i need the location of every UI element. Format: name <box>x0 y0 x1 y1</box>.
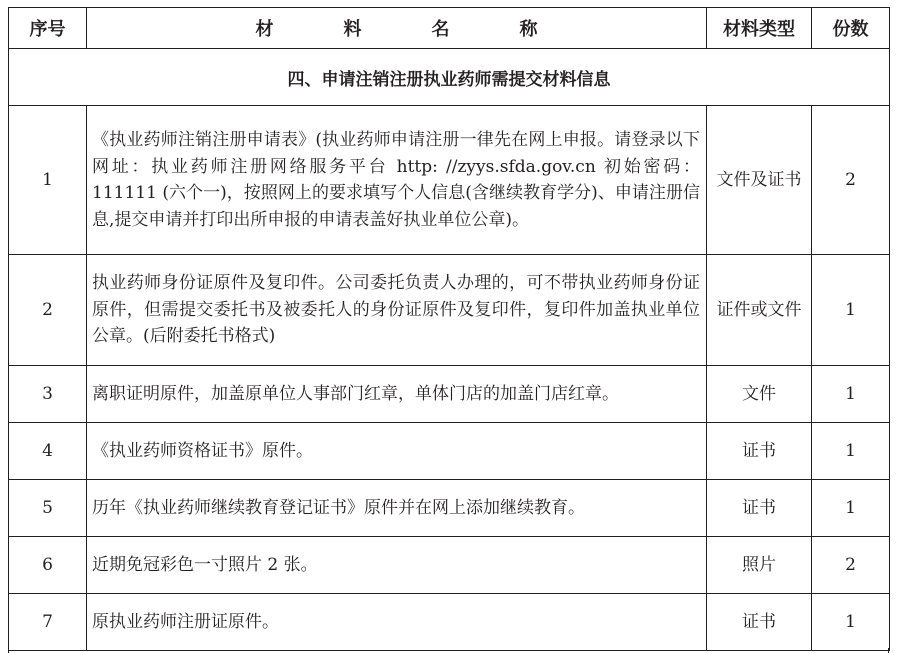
row-type: 文件 <box>707 366 812 423</box>
row-description: 离职证明原件，加盖原单位人事部门红章，单体门店的加盖门店红章。 <box>87 366 707 423</box>
row-seq: 2 <box>9 255 87 366</box>
header-material-type: 材料类型 <box>707 8 812 49</box>
row-description: 原执业药师注册证原件。 <box>87 594 707 651</box>
section-title: 四、申请注销注册执业药师需提交材料信息 <box>9 49 890 106</box>
table-row <box>9 255 890 366</box>
table-row <box>9 480 890 537</box>
header-count: 份数 <box>812 8 890 49</box>
table-row <box>9 537 890 594</box>
row-seq: 1 <box>9 106 87 255</box>
row-type: 文件及证书 <box>707 106 812 255</box>
row-seq: 3 <box>9 366 87 423</box>
table-row <box>9 594 890 651</box>
row-description: 近期免冠彩色一寸照片 2 张。 <box>87 537 707 594</box>
row-seq: 7 <box>9 594 87 651</box>
table-row <box>9 106 890 255</box>
section-row <box>9 49 890 106</box>
header-name-char: 料 <box>343 19 362 40</box>
table-row <box>9 423 890 480</box>
row-count: 1 <box>812 366 890 423</box>
header-name-char: 称 <box>519 19 538 40</box>
row-type: 证书 <box>707 480 812 537</box>
row-type: 证书 <box>707 594 812 651</box>
header-row <box>9 8 890 49</box>
row-count: 2 <box>812 106 890 255</box>
row-seq: 4 <box>9 423 87 480</box>
row-description: 《执业药师资格证书》原件。 <box>87 423 707 480</box>
table-row <box>9 366 890 423</box>
header-name-char: 材 <box>255 19 274 40</box>
row-seq: 5 <box>9 480 87 537</box>
row-count: 1 <box>812 423 890 480</box>
materials-table <box>8 7 890 651</box>
row-count: 1 <box>812 594 890 651</box>
table-continuation-edge <box>8 648 889 653</box>
header-seq: 序号 <box>9 8 87 49</box>
row-description: 历年《执业药师继续教育登记证书》原件并在网上添加继续教育。 <box>87 480 707 537</box>
row-type: 证书 <box>707 423 812 480</box>
header-material-name <box>87 8 707 49</box>
row-count: 1 <box>812 255 890 366</box>
row-description: 《执业药师注销注册申请表》(执业药师申请注册一律先在网上申报。请登录以下网址：执业药师注册网络服务平台 http: //zyys.sfda.gov.cn 初始密码：111111 (六个一)，按照网上的要求填写个人信息(含继续教育学分)、申请注册信息,提交申请并打印出所申报的申请表盖好执业单位公章)。 <box>87 106 707 255</box>
row-count: 2 <box>812 537 890 594</box>
row-description: 执业药师身份证原件及复印件。公司委托负责人办理的，可不带执业药师身份证原件，但需提交委托书及被委托人的身份证原件及复印件，复印件加盖执业单位公章。(后附委托书格式) <box>87 255 707 366</box>
row-type: 照片 <box>707 537 812 594</box>
row-seq: 6 <box>9 537 87 594</box>
header-name-char: 名 <box>431 19 450 40</box>
row-count: 1 <box>812 480 890 537</box>
row-type: 证件或文件 <box>707 255 812 366</box>
